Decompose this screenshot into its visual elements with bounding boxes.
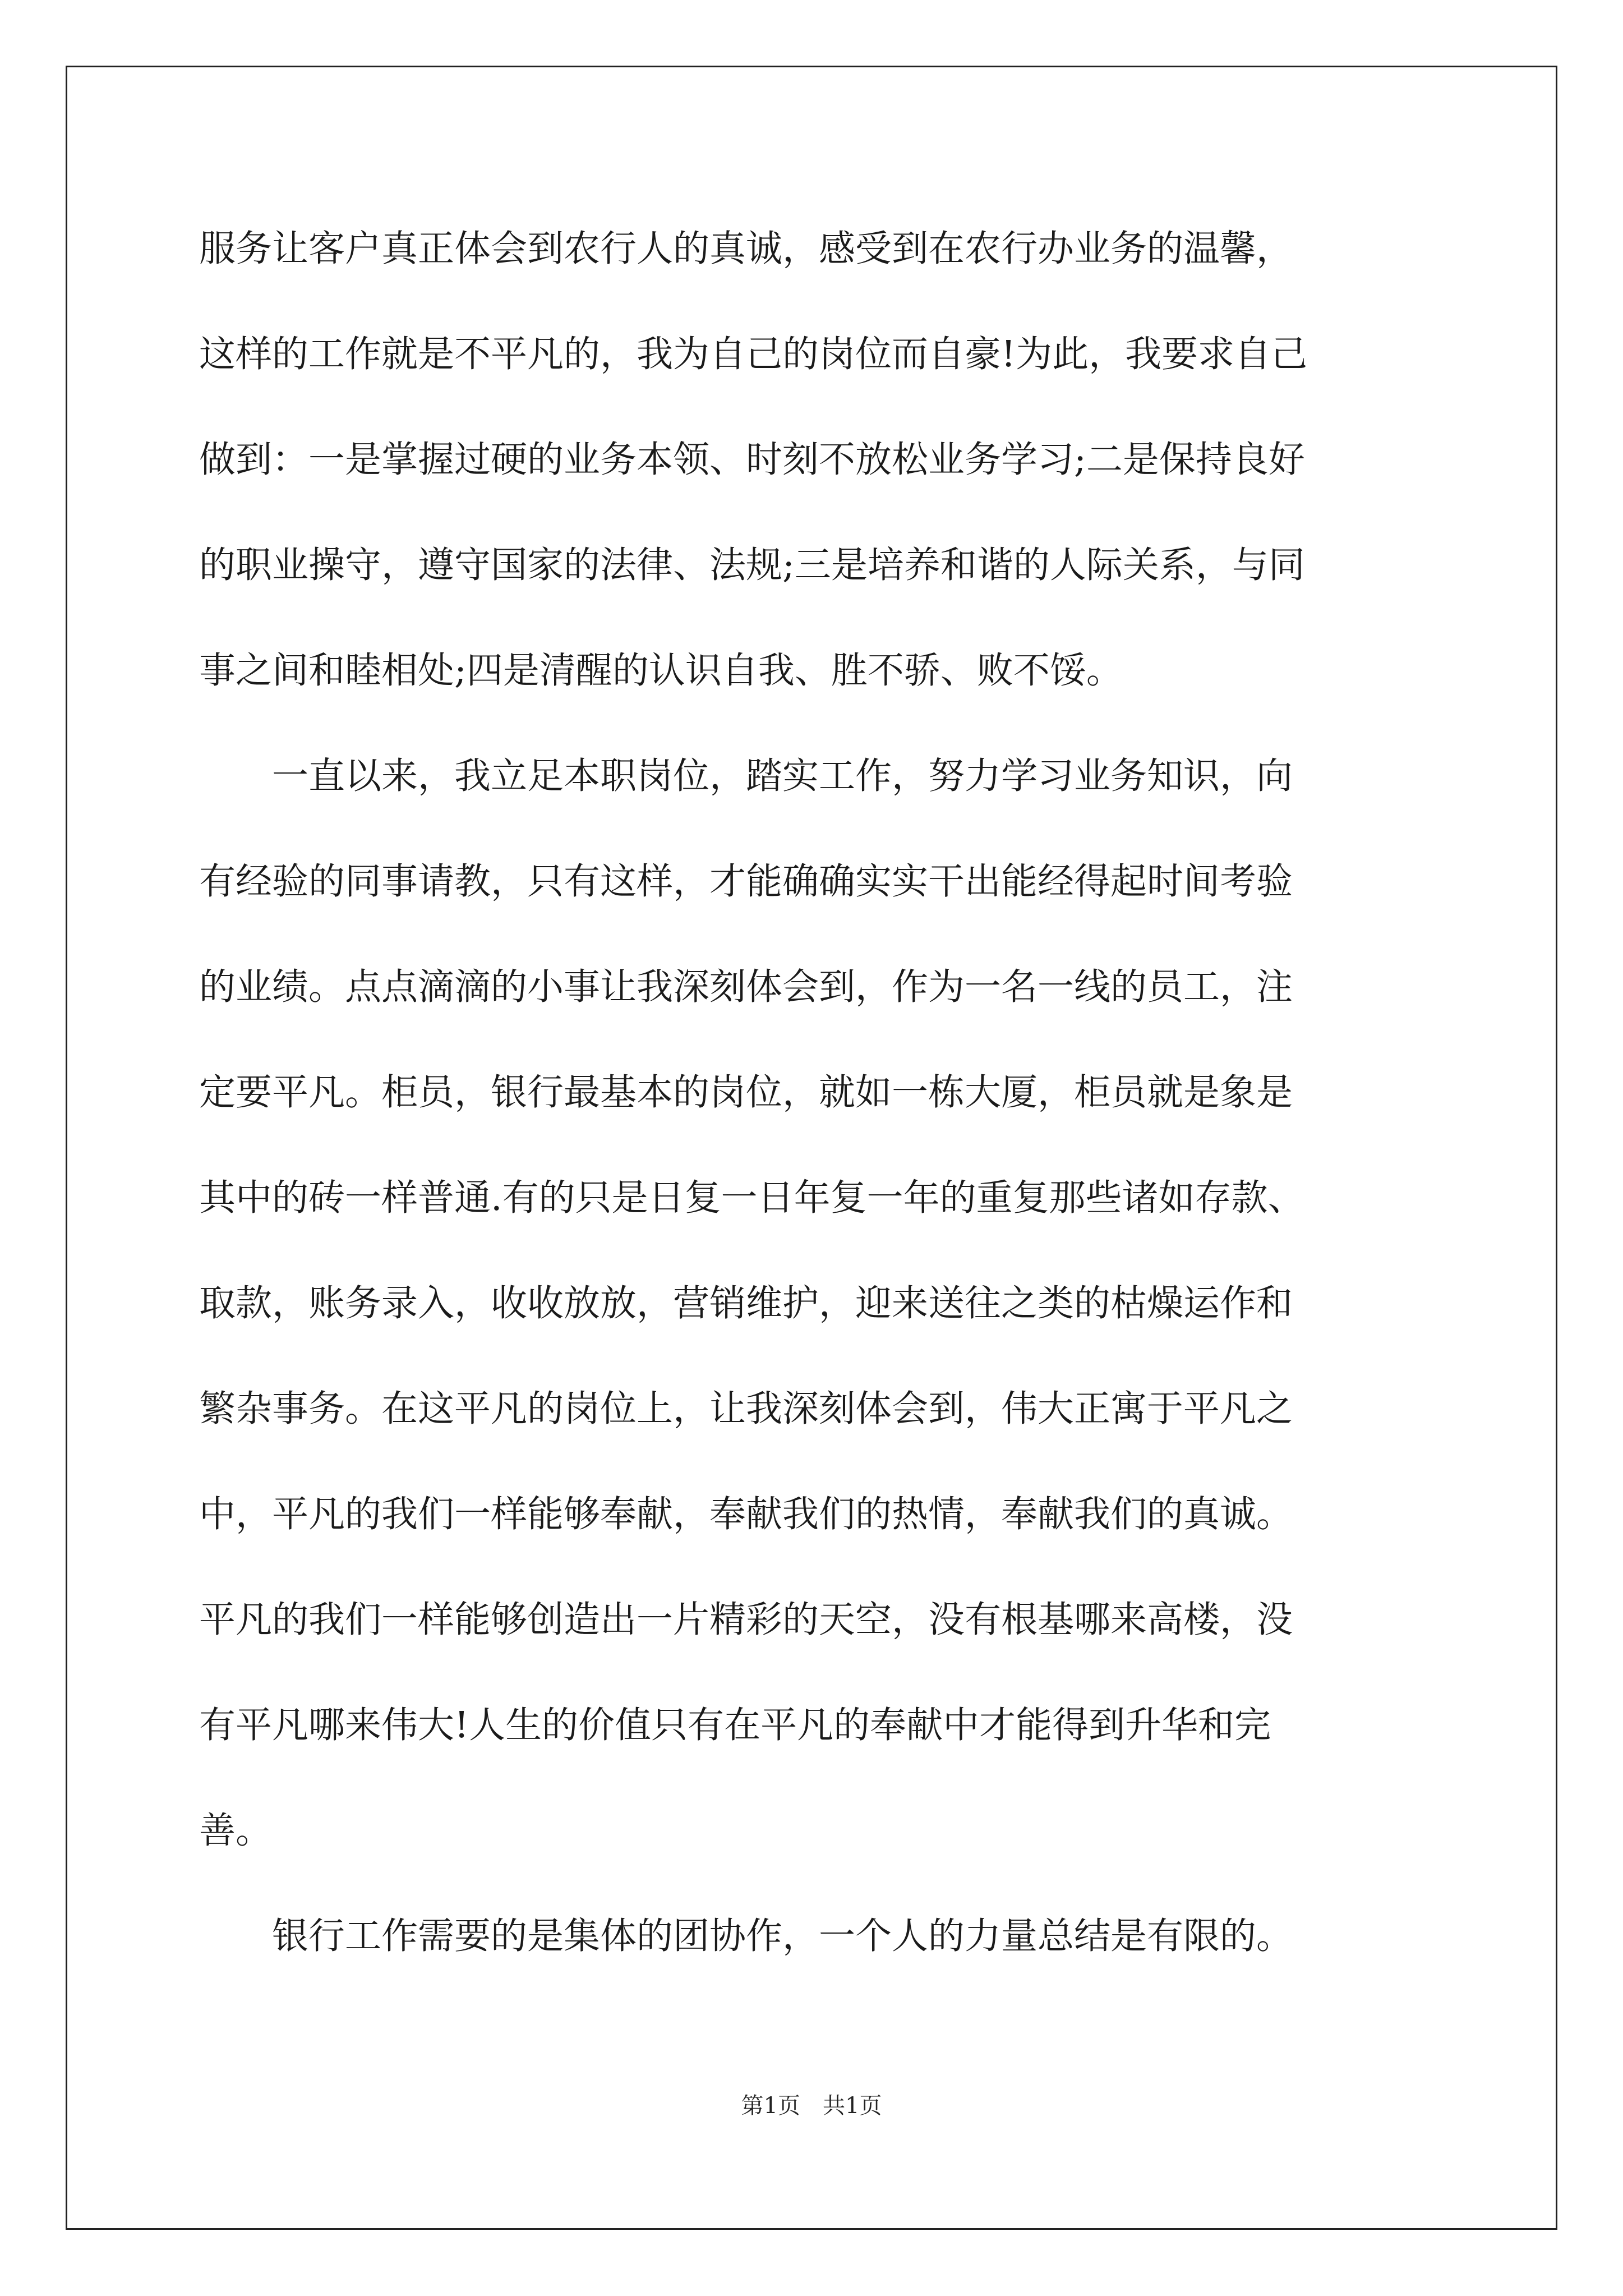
text-line: 善。 xyxy=(199,1810,273,1852)
text-line: 繁杂事务。在这平凡的岗位上，让我深刻体会到，伟大正寓于平凡之 xyxy=(199,1388,1293,1430)
text-line: 的业绩。点点滴滴的小事让我深刻体会到，作为一名一线的员工，注 xyxy=(199,966,1293,1008)
text-line: 一直以来，我立足本职岗位，踏实工作，努力学习业务知识，向 xyxy=(199,755,1293,797)
text-line: 其中的砖一样普通.有的只是日复一日年复一年的重复那些诸如存款、 xyxy=(199,1177,1304,1219)
page-number: 第1页 共1页 xyxy=(741,2093,882,2119)
document-body xyxy=(199,196,1455,1989)
text-line: 定要平凡。柜员，银行最基本的岗位，就如一栋大厦，柜员就是象是 xyxy=(199,1071,1293,1114)
text-line: 有经验的同事请教，只有这样，才能确确实实干出能经得起时间考验 xyxy=(199,861,1293,903)
text-line: 中，平凡的我们一样能够奉献，奉献我们的热情，奉献我们的真诚。 xyxy=(199,1493,1293,1535)
text-line: 服务让客户真正体会到农行人的真诚，感受到在农行办业务的温馨， xyxy=(199,228,1293,270)
page-footer xyxy=(0,2088,1623,2120)
text-line: 银行工作需要的是集体的团协作，一个人的力量总结是有限的。 xyxy=(199,1915,1293,1957)
text-line: 做到：一是掌握过硬的业务本领、时刻不放松业务学习;二是保持良好 xyxy=(199,439,1305,481)
text-line: 这样的工作就是不平凡的，我为自己的岗位而自豪!为此，我要求自己 xyxy=(199,333,1308,375)
text-line: 的职业操守，遵守国家的法律、法规;三是培养和谐的人际关系，与同 xyxy=(199,544,1305,586)
text-line: 有平凡哪来伟大!人生的价值只有在平凡的奉献中才能得到升华和完 xyxy=(199,1704,1271,1746)
text-line: 事之间和睦相处;四是清醒的认识自我、胜不骄、败不馁。 xyxy=(199,650,1123,692)
text-line: 平凡的我们一样能够创造出一片精彩的天空，没有根基哪来高楼，没 xyxy=(199,1599,1293,1641)
text-line: 取款，账务录入，收收放放，营销维护，迎来送往之类的枯燥运作和 xyxy=(199,1282,1293,1324)
